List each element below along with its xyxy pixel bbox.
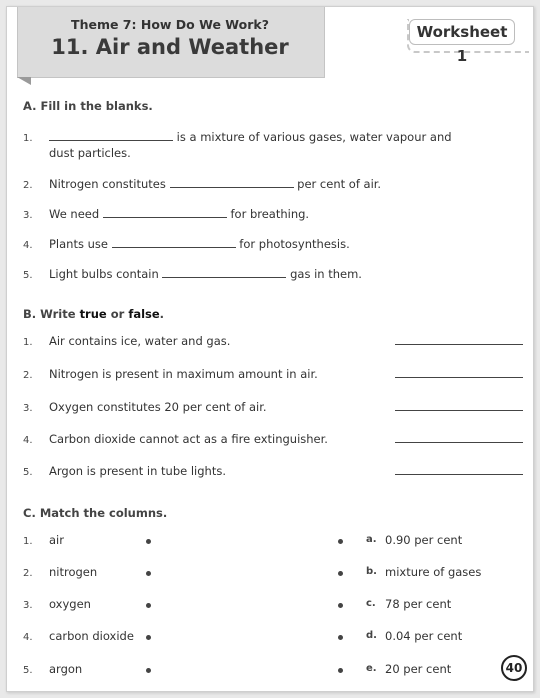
section-letter: A. <box>23 99 37 113</box>
section-letter: B. <box>23 307 37 321</box>
true-false-row <box>23 334 230 348</box>
answer-blank[interactable] <box>103 217 227 218</box>
match-left-text: carbon dioxide <box>49 629 134 643</box>
match-right-letter: b. <box>366 566 377 577</box>
true-false-row <box>23 432 328 446</box>
statement-text: Air contains ice, water and gas. <box>49 334 231 348</box>
item-number: 3. <box>23 210 33 221</box>
section-a-heading <box>23 99 153 113</box>
statement-text: Oxygen constitutes 20 per cent of air. <box>49 400 267 414</box>
section-title-end: . <box>159 307 165 321</box>
blank-text-after: for breathing. <box>226 207 310 221</box>
statement-text: Argon is present in tube lights. <box>49 464 226 478</box>
answer-blank[interactable] <box>170 187 294 188</box>
match-left-dot[interactable] <box>146 668 151 673</box>
fill-blank-row <box>23 207 309 221</box>
fill-blank-row <box>23 177 381 191</box>
match-left-text: air <box>49 533 64 547</box>
match-right-text: 78 per cent <box>385 597 452 611</box>
section-title: Fill in the blanks. <box>40 99 153 113</box>
section-c-heading <box>23 506 167 520</box>
answer-blank[interactable] <box>162 277 286 278</box>
answer-line[interactable] <box>395 377 523 378</box>
match-right-text: mixture of gases <box>385 565 482 579</box>
match-left-text: nitrogen <box>49 565 98 579</box>
match-left-dot[interactable] <box>146 603 151 608</box>
blank-text-after: for photosynthesis. <box>235 237 350 251</box>
match-left-item <box>23 565 97 579</box>
worksheet-label: Worksheet 1 <box>409 19 515 45</box>
match-right-text: 20 per cent <box>385 662 452 676</box>
blank-text-before: We need <box>49 207 103 221</box>
section-title: Match the columns. <box>39 506 168 520</box>
true-false-row <box>23 464 226 478</box>
blank-text-after: per cent of air. <box>293 177 382 191</box>
match-right-letter: d. <box>366 630 377 641</box>
item-number: 3. <box>23 403 33 414</box>
false-word: false <box>128 307 160 321</box>
true-false-row <box>23 400 267 414</box>
match-right-dot[interactable] <box>338 539 343 544</box>
match-right-letter: c. <box>366 598 376 609</box>
item-number: 5. <box>23 467 33 478</box>
or-word: or <box>106 307 129 321</box>
answer-line[interactable] <box>395 410 523 411</box>
match-left-item <box>23 533 64 547</box>
item-number: 5. <box>23 665 33 676</box>
match-left-text: argon <box>49 662 83 676</box>
item-number: 2. <box>23 370 33 381</box>
item-number: 5. <box>23 270 33 281</box>
fill-blank-row <box>23 130 452 144</box>
item-number: 4. <box>23 240 33 251</box>
answer-line[interactable] <box>395 474 523 475</box>
blank-text-before: Light bulbs contain <box>49 267 163 281</box>
true-false-row <box>23 367 318 381</box>
statement-text: Nitrogen is present in maximum amount in air. <box>49 367 318 381</box>
match-right-letter: a. <box>366 534 377 545</box>
match-left-dot[interactable] <box>146 539 151 544</box>
theme-label: Theme 7: How Do We Work? <box>71 17 269 32</box>
answer-line[interactable] <box>395 344 523 345</box>
blank-text-before: Plants use <box>49 237 112 251</box>
match-left-text: oxygen <box>49 597 91 611</box>
match-right-dot[interactable] <box>338 603 343 608</box>
item-number: 1. <box>23 133 33 144</box>
item-number: 2. <box>23 180 33 191</box>
match-left-item <box>23 629 134 643</box>
section-b-heading <box>23 307 164 321</box>
match-left-dot[interactable] <box>146 571 151 576</box>
match-right-dot[interactable] <box>338 635 343 640</box>
blank-text-after: is a mixture of various gases, water vapour and <box>173 130 452 144</box>
item-number: 1. <box>23 536 33 547</box>
match-right-text: 0.04 per cent <box>385 629 463 643</box>
item-number: 4. <box>23 632 33 643</box>
item-number: 4. <box>23 435 33 446</box>
item-number: 2. <box>23 568 33 579</box>
match-right-dot[interactable] <box>338 571 343 576</box>
match-left-item <box>23 662 82 676</box>
fill-blank-row <box>23 267 362 281</box>
answer-line[interactable] <box>395 442 523 443</box>
page-title: 11. Air and Weather <box>51 35 289 59</box>
blank-text-after: gas in them. <box>286 267 362 281</box>
match-left-dot[interactable] <box>146 635 151 640</box>
match-right-letter: e. <box>366 663 377 674</box>
match-right-text: 0.90 per cent <box>385 533 463 547</box>
statement-text: Carbon dioxide cannot act as a fire extinguisher. <box>49 432 328 446</box>
item-number: 3. <box>23 600 33 611</box>
match-left-item <box>23 597 91 611</box>
worksheet-page <box>6 6 534 692</box>
banner-fold-left <box>17 77 31 85</box>
answer-blank[interactable] <box>112 247 236 248</box>
section-letter: C. <box>23 506 36 520</box>
fill-blank-row <box>23 237 350 251</box>
true-word: true <box>79 307 107 321</box>
fill-blank-continuation: dust particles. <box>49 146 131 160</box>
answer-blank[interactable] <box>49 140 173 141</box>
worksheet-tab <box>407 19 529 65</box>
blank-text-before: Nitrogen constitutes <box>49 177 170 191</box>
match-right-dot[interactable] <box>338 668 343 673</box>
page-number: 40 <box>501 655 527 681</box>
section-title-pre: Write <box>40 307 80 321</box>
item-number: 1. <box>23 337 33 348</box>
